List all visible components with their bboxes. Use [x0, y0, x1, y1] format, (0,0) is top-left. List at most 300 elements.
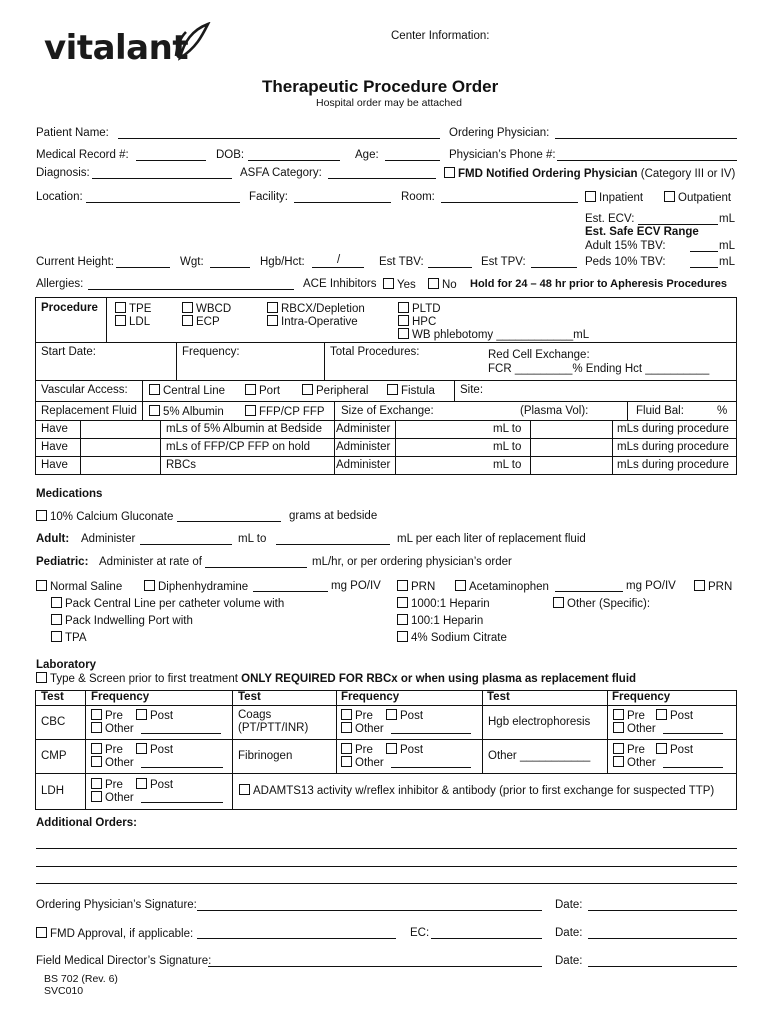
diphen-mg-label: mg PO/IV	[331, 580, 381, 592]
ffp-label: FFP/CP FFP	[259, 406, 325, 418]
albumin-checkbox[interactable]	[149, 405, 160, 416]
cbc-other-field[interactable]	[141, 733, 221, 734]
tpa-checkbox[interactable]	[51, 631, 62, 642]
tpe-checkbox[interactable]	[115, 302, 126, 313]
diagnosis-label: Diagnosis:	[36, 167, 90, 179]
other-specific-label: Other (Specific):	[567, 598, 651, 610]
oth-post-option[interactable]	[656, 743, 693, 756]
fluid-bal-label: Fluid Bal:	[636, 405, 684, 417]
ldh-pre-option[interactable]	[91, 778, 123, 791]
heparin1000-label: 1000:1 Heparin	[411, 598, 490, 610]
ldh-pre-label: Pre	[105, 779, 123, 791]
est-tbv-field[interactable]	[428, 267, 472, 268]
port-checkbox[interactable]	[245, 384, 256, 395]
fmd-notified-note: (Category III or IV)	[640, 168, 736, 180]
calcium-checkbox[interactable]	[36, 510, 47, 521]
pediatric-admin-label: Administer at rate of	[99, 556, 202, 568]
ordering-physician-field[interactable]	[555, 138, 737, 139]
ace-no-checkbox[interactable]	[428, 278, 439, 289]
lab-test-header-3: Test	[487, 691, 510, 703]
cbc-post-label: Post	[150, 710, 174, 722]
hgb-hct-slash: /	[337, 254, 341, 266]
fmd-notified-checkbox[interactable]	[444, 167, 455, 178]
est-tbv-label: Est TBV:	[379, 256, 424, 268]
logo-text: vitalant	[44, 28, 189, 68]
fib-pre-checkbox[interactable]	[341, 743, 352, 754]
ml-to-3: mL to	[493, 459, 522, 471]
hgb-other-option[interactable]	[613, 722, 656, 735]
wgt-field[interactable]	[210, 267, 250, 268]
additional-orders-label: Additional Orders:	[36, 817, 137, 829]
other-test-label: Other ___________	[488, 750, 591, 762]
adult-ml-to-field[interactable]	[276, 544, 390, 545]
vascular-access-label: Vascular Access:	[41, 384, 128, 396]
calcium-option[interactable]	[36, 510, 173, 523]
ace-no-option[interactable]	[428, 278, 457, 291]
cbc-other-option[interactable]	[91, 722, 134, 735]
port-label: Port	[259, 385, 281, 397]
intraop-option[interactable]	[267, 315, 358, 328]
pediatric-rate-field[interactable]	[205, 567, 307, 568]
fistula-checkbox[interactable]	[387, 384, 398, 395]
oth-pre-option[interactable]	[613, 743, 645, 756]
ml-to-1: mL to	[493, 423, 522, 435]
coags-post-label: Post	[400, 710, 424, 722]
height-field[interactable]	[116, 267, 170, 268]
pack-central-checkbox[interactable]	[51, 597, 62, 608]
coags-other-label: Other	[355, 723, 384, 735]
adult-tbv-field[interactable]	[690, 251, 718, 252]
date-field-1[interactable]	[588, 910, 737, 911]
hgb-pre-label: Pre	[627, 710, 645, 722]
hgb-pre-checkbox[interactable]	[613, 709, 624, 720]
acet-option[interactable]	[455, 580, 549, 593]
have-what-1: mLs of 5% Albumin at Bedside	[166, 423, 322, 435]
fmd-notified-row	[444, 167, 735, 180]
oth-other-option[interactable]	[613, 756, 656, 769]
wb-checkbox[interactable]	[398, 328, 409, 339]
type-screen-checkbox[interactable]	[36, 672, 47, 683]
prn2-checkbox[interactable]	[694, 580, 705, 591]
room-field[interactable]	[441, 202, 578, 203]
citrate-checkbox[interactable]	[397, 631, 408, 642]
heparin1000-option[interactable]	[397, 597, 490, 610]
date-label-3: Date:	[555, 955, 583, 967]
tpa-label: TPA	[65, 632, 87, 644]
heparin100-checkbox[interactable]	[397, 614, 408, 625]
outpatient-option[interactable]	[664, 191, 731, 204]
diphen-dose-field[interactable]	[253, 591, 328, 592]
facility-field[interactable]	[294, 202, 391, 203]
ffp-checkbox[interactable]	[245, 405, 256, 416]
fib-other-option[interactable]	[341, 756, 384, 769]
laboratory-title: Laboratory	[36, 659, 97, 671]
fluid-bal-pct: %	[717, 405, 728, 417]
ldh-other-option[interactable]	[91, 791, 134, 804]
cbc-other-checkbox[interactable]	[91, 722, 102, 733]
during-label-1: mLs during procedure	[617, 423, 729, 435]
fistula-option[interactable]	[387, 384, 435, 397]
albumin-option[interactable]	[149, 405, 224, 418]
date-field-3[interactable]	[588, 966, 737, 967]
prn-label: PRN	[411, 581, 436, 593]
adamts-label: ADAMTS13 activity w/reflex inhibitor & antibody (prior to first exchange for suspected TTP)	[253, 785, 715, 797]
lab-freq-header-3: Frequency	[612, 691, 671, 703]
est-tpv-field[interactable]	[531, 267, 577, 268]
diagnosis-field[interactable]	[92, 178, 232, 179]
medications-title: Medications	[36, 488, 103, 500]
physician-phone-field[interactable]	[557, 160, 737, 161]
ml-to-2: mL to	[493, 441, 522, 453]
peds-tbv-unit: mL	[719, 256, 735, 268]
rbcx-checkbox[interactable]	[267, 302, 278, 313]
facility-label: Facility:	[249, 191, 288, 203]
pltd-option[interactable]	[398, 302, 441, 315]
fmd-approval-label: FMD Approval, if applicable:	[50, 928, 194, 940]
cmp-label: CMP	[41, 750, 67, 762]
fistula-label: Fistula	[401, 385, 435, 397]
fmd-approval-checkbox[interactable]	[36, 927, 47, 938]
cbc-label: CBC	[41, 716, 66, 728]
age-label: Age:	[355, 149, 379, 161]
oth-post-label: Post	[670, 744, 694, 756]
ec-field[interactable]	[431, 938, 542, 939]
have-label-2: Have	[41, 441, 68, 453]
other-specific-option[interactable]	[553, 597, 650, 610]
date-label-2: Date:	[555, 927, 583, 939]
hgb-electro-label: Hgb electrophoresis	[488, 716, 591, 728]
acet-label: Acetaminophen	[469, 581, 549, 593]
fibrinogen-label: Fibrinogen	[238, 750, 293, 762]
heparin100-label: 100:1 Heparin	[411, 615, 484, 627]
room-label: Room:	[401, 191, 435, 203]
allergies-field[interactable]	[88, 289, 294, 290]
lab-freq-header-1: Frequency	[91, 691, 150, 703]
pltd-label: PLTD	[412, 303, 441, 315]
have-what-3: RBCs	[166, 459, 197, 471]
additional-orders-line-1[interactable]	[36, 848, 737, 849]
diphen-label: Diphenhydramine	[158, 581, 249, 593]
cmp-post-checkbox[interactable]	[136, 743, 147, 754]
cbc-pre-checkbox[interactable]	[91, 709, 102, 720]
hgb-post-option[interactable]	[656, 709, 693, 722]
coags-other-field[interactable]	[391, 733, 471, 734]
ldh-post-checkbox[interactable]	[136, 778, 147, 789]
physician-signature-label: Ordering Physician’s Signature:	[36, 899, 197, 911]
central-line-option[interactable]	[149, 384, 225, 397]
hgb-other-field[interactable]	[663, 733, 723, 734]
coags-pre-label: Pre	[355, 710, 373, 722]
total-procedures-label: Total Procedures:	[330, 346, 420, 358]
saline-option[interactable]	[36, 580, 122, 593]
calcium-grams-field[interactable]	[177, 521, 281, 522]
fib-post-option[interactable]	[386, 743, 423, 756]
physician-signature-field[interactable]	[197, 910, 542, 911]
form-number: BS 702 (Rev. 6)	[44, 973, 118, 985]
mrn-label: Medical Record #:	[36, 149, 129, 161]
type-screen-option[interactable]	[36, 672, 636, 685]
adult-tbv-unit: mL	[719, 240, 735, 252]
cmp-other-field[interactable]	[141, 767, 223, 768]
page-subtitle: Hospital order may be attached	[316, 97, 462, 109]
grams-label: grams at bedside	[289, 510, 378, 522]
cmp-post-option[interactable]	[136, 743, 173, 756]
peripheral-option[interactable]	[302, 384, 368, 397]
location-label: Location:	[36, 191, 83, 203]
ml-hr-label: mL/hr, or per ordering physician’s order	[312, 556, 512, 568]
additional-orders-line-3[interactable]	[36, 883, 737, 884]
coags-other-option[interactable]	[341, 722, 384, 735]
adult-admin-field[interactable]	[140, 544, 232, 545]
ldh-post-label: Post	[150, 779, 174, 791]
hgb-post-checkbox[interactable]	[656, 709, 667, 720]
ldl-label: LDL	[129, 316, 151, 328]
inpatient-label: Inpatient	[599, 192, 644, 204]
citrate-label: 4% Sodium Citrate	[411, 632, 507, 644]
dob-field[interactable]	[248, 160, 340, 161]
hgb-hct-field[interactable]	[312, 267, 364, 268]
est-ecv-unit: mL	[719, 213, 735, 225]
adult-ml-to-label: mL to	[238, 533, 267, 545]
patient-name-field[interactable]	[118, 138, 440, 139]
pltd-checkbox[interactable]	[398, 302, 409, 313]
adamts-checkbox[interactable]	[239, 784, 250, 795]
oth-other-label: Other	[627, 757, 656, 769]
tpe-option[interactable]	[115, 302, 151, 315]
ldl-option[interactable]	[115, 315, 150, 328]
diphen-option[interactable]	[144, 580, 248, 593]
type-screen-label: Type & Screen prior to first treatment	[50, 673, 238, 685]
ecp-option[interactable]	[182, 315, 220, 328]
tpe-label: TPE	[129, 303, 152, 315]
physician-phone-label: Physician’s Phone #:	[449, 149, 556, 161]
frequency-label: Frequency:	[182, 346, 240, 358]
adult-label: Adult:	[36, 533, 70, 545]
coags-label: Coags	[238, 709, 272, 721]
ldh-other-label: Other	[105, 792, 134, 804]
start-date-label: Start Date:	[41, 346, 96, 358]
ecp-checkbox[interactable]	[182, 315, 193, 326]
ldh-other-field[interactable]	[141, 802, 223, 803]
ldl-checkbox[interactable]	[115, 315, 126, 326]
vitalant-logo	[44, 28, 188, 68]
cmp-other-label: Other	[105, 757, 134, 769]
fmd-notified-label: FMD Notified Ordering Physician	[458, 168, 638, 180]
prn-checkbox[interactable]	[397, 580, 408, 591]
pack-port-option[interactable]	[51, 614, 193, 627]
cbc-post-option[interactable]	[136, 709, 173, 722]
coags-pre-checkbox[interactable]	[341, 709, 352, 720]
coags-post-option[interactable]	[386, 709, 423, 722]
wbcd-checkbox[interactable]	[182, 302, 193, 313]
heparin100-option[interactable]	[397, 614, 483, 627]
peripheral-checkbox[interactable]	[302, 384, 313, 395]
rbcx-option[interactable]	[267, 302, 365, 315]
administer-label-3: Administer	[336, 459, 391, 471]
oth-post-checkbox[interactable]	[656, 743, 667, 754]
inpatient-checkbox[interactable]	[585, 191, 596, 202]
fib-pre-label: Pre	[355, 744, 373, 756]
have-label-3: Have	[41, 459, 68, 471]
est-tpv-label: Est TPV:	[481, 256, 526, 268]
wb-option[interactable]	[398, 328, 589, 341]
acet-dose-field[interactable]	[555, 591, 623, 592]
pack-central-label: Pack Central Line per catheter volume with	[65, 598, 285, 610]
wbcd-option[interactable]	[182, 302, 231, 315]
lab-freq-header-2: Frequency	[341, 691, 400, 703]
size-exchange-label: Size of Exchange:	[341, 405, 434, 417]
plasma-vol-label: (Plasma Vol):	[520, 405, 589, 417]
cbc-pre-option[interactable]	[91, 709, 123, 722]
pack-central-option[interactable]	[51, 597, 284, 610]
hgb-other-checkbox[interactable]	[613, 722, 624, 733]
ldh-post-option[interactable]	[136, 778, 173, 791]
hpc-checkbox[interactable]	[398, 315, 409, 326]
hgb-other-label: Other	[627, 723, 656, 735]
hold-note: Hold for 24 – 48 hr prior to Apheresis Procedures	[470, 278, 727, 290]
adult-tbv-label: Adult 15% TBV:	[585, 240, 666, 252]
prn-option[interactable]	[397, 580, 435, 593]
safe-ecv-range-label: Est. Safe ECV Range	[585, 226, 699, 238]
hpc-option[interactable]	[398, 315, 436, 328]
coags-sub-label: (PT/PTT/INR)	[238, 722, 309, 734]
during-label-2: mLs during procedure	[617, 441, 729, 453]
ace-inhibitors-label: ACE Inhibitors	[303, 278, 377, 290]
cmp-pre-label: Pre	[105, 744, 123, 756]
ace-yes-option[interactable]	[383, 278, 416, 291]
adult-admin-label: Administer	[81, 533, 136, 545]
center-info-label: Center Information:	[391, 30, 490, 42]
fib-post-checkbox[interactable]	[386, 743, 397, 754]
intraop-label: Intra-Operative	[281, 316, 358, 328]
administer-label-2: Administer	[336, 441, 391, 453]
leaf-icon	[174, 22, 214, 62]
mrn-field[interactable]	[136, 160, 206, 161]
est-ecv-field[interactable]	[638, 224, 718, 225]
ffp-option[interactable]	[245, 405, 325, 418]
oth-other-field[interactable]	[663, 767, 723, 768]
adamts-option[interactable]	[239, 784, 714, 797]
peds-tbv-label: Peds 10% TBV:	[585, 256, 666, 268]
est-ecv-label: Est. ECV:	[585, 213, 635, 225]
date-field-2[interactable]	[588, 938, 737, 939]
ordering-physician-label: Ordering Physician:	[449, 127, 550, 139]
peripheral-label: Peripheral	[316, 385, 369, 397]
central-line-checkbox[interactable]	[149, 384, 160, 395]
have-what-2: mLs of FFP/CP FFP on hold	[166, 441, 311, 453]
fib-other-checkbox[interactable]	[341, 756, 352, 767]
page-title: Therapeutic Procedure Order	[262, 77, 499, 96]
prn2-option[interactable]	[694, 580, 732, 593]
intraop-checkbox[interactable]	[267, 315, 278, 326]
allergies-label: Allergies:	[36, 278, 84, 290]
ec-label: EC:	[410, 927, 430, 939]
peds-tbv-field[interactable]	[690, 267, 718, 268]
fmd-signature-label: Field Medical Director’s Signature:	[36, 955, 212, 967]
cbc-other-label: Other	[105, 723, 134, 735]
replacement-fluid-label: Replacement Fluid	[41, 405, 137, 417]
coags-pre-option[interactable]	[341, 709, 373, 722]
during-label-3: mLs during procedure	[617, 459, 729, 471]
ace-yes-checkbox[interactable]	[383, 278, 394, 289]
hgb-hct-label: Hgb/Hct:	[260, 256, 305, 268]
form-code: SVC010	[44, 985, 84, 997]
cmp-pre-checkbox[interactable]	[91, 743, 102, 754]
pack-port-label: Pack Indwelling Port with	[65, 615, 193, 627]
fib-post-label: Post	[400, 744, 424, 756]
albumin-label: 5% Albumin	[163, 406, 224, 418]
wb-label: WB phlebotomy ____________mL	[412, 329, 590, 341]
ldh-label: LDH	[41, 785, 65, 797]
coags-other-checkbox[interactable]	[341, 722, 352, 733]
fmd-signature-field[interactable]	[208, 966, 542, 967]
fmd-approval-field[interactable]	[197, 938, 396, 939]
calcium-label: 10% Calcium Gluconate	[50, 511, 174, 523]
red-cell-exchange-label: Red Cell Exchange:	[488, 349, 590, 361]
inpatient-option[interactable]	[585, 191, 643, 204]
cmp-other-option[interactable]	[91, 756, 134, 769]
hgb-pre-option[interactable]	[613, 709, 645, 722]
other-specific-checkbox[interactable]	[553, 597, 564, 608]
cbc-post-checkbox[interactable]	[136, 709, 147, 720]
oth-pre-checkbox[interactable]	[613, 743, 624, 754]
lab-test-header-2: Test	[238, 691, 261, 703]
date-label-1: Date:	[555, 899, 583, 911]
citrate-option[interactable]	[397, 631, 507, 644]
coags-post-checkbox[interactable]	[386, 709, 397, 720]
per-liter-label: mL per each liter of replacement fluid	[397, 533, 586, 545]
acet-mg-label: mg PO/IV	[626, 580, 676, 592]
age-field[interactable]	[385, 160, 440, 161]
asfa-label: ASFA Category:	[240, 167, 322, 179]
location-field[interactable]	[86, 202, 240, 203]
wgt-label: Wgt:	[180, 256, 204, 268]
fib-other-field[interactable]	[391, 767, 471, 768]
fib-other-label: Other	[355, 757, 384, 769]
fib-pre-option[interactable]	[341, 743, 373, 756]
tpa-option[interactable]	[51, 631, 87, 644]
diphen-checkbox[interactable]	[144, 580, 155, 591]
saline-checkbox[interactable]	[36, 580, 47, 591]
prn2-label: PRN	[708, 581, 733, 593]
fmd-approval-option[interactable]	[36, 927, 193, 940]
port-option[interactable]	[245, 384, 280, 397]
fcr-label: FCR _________% Ending Hct __________	[488, 363, 710, 375]
cmp-other-checkbox[interactable]	[91, 756, 102, 767]
administer-label-1: Administer	[336, 423, 391, 435]
oth-other-checkbox[interactable]	[613, 756, 624, 767]
outpatient-checkbox[interactable]	[664, 191, 675, 202]
outpatient-label: Outpatient	[678, 192, 732, 204]
have-label-1: Have	[41, 423, 68, 435]
site-label: Site:	[460, 384, 484, 396]
cmp-pre-option[interactable]	[91, 743, 123, 756]
heparin1000-checkbox[interactable]	[397, 597, 408, 608]
saline-label: Normal Saline	[50, 581, 123, 593]
lab-test-header-1: Test	[41, 691, 64, 703]
acet-checkbox[interactable]	[455, 580, 466, 591]
pack-port-checkbox[interactable]	[51, 614, 62, 625]
ldh-pre-checkbox[interactable]	[91, 778, 102, 789]
pediatric-label: Pediatric:	[36, 556, 89, 568]
asfa-field[interactable]	[328, 178, 436, 179]
wbcd-label: WBCD	[196, 303, 232, 315]
patient-name-label: Patient Name:	[36, 127, 109, 139]
cbc-pre-label: Pre	[105, 710, 123, 722]
ldh-other-checkbox[interactable]	[91, 791, 102, 802]
additional-orders-line-2[interactable]	[36, 866, 737, 867]
ace-yes-label: Yes	[397, 279, 416, 291]
